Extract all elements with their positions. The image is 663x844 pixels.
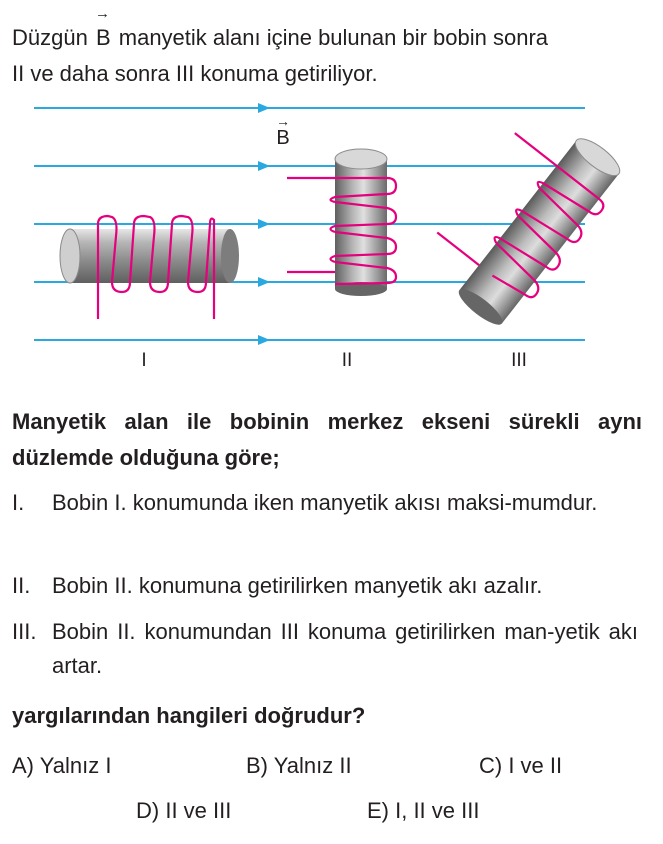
coil-position-1	[60, 216, 239, 319]
field-arrow-icon	[258, 103, 270, 113]
position-labels	[141, 350, 527, 371]
position-label-2: II	[341, 350, 353, 371]
position-label-3: III	[511, 350, 527, 371]
option-e[interactable]: E) I, II ve III	[367, 798, 480, 823]
field-arrow-icon	[258, 219, 270, 229]
statement-1	[12, 486, 640, 558]
statement-number: I.	[12, 490, 25, 515]
vector-arrow-icon: →	[94, 5, 110, 22]
intro-text-line2: II ve daha sonra III konuma getiriliyor.	[12, 61, 378, 86]
field-arrow-icon	[258, 277, 270, 287]
coil-figure	[0, 96, 663, 386]
position-label-1: I	[141, 350, 147, 371]
intro-text-part1: Düzgün	[12, 25, 94, 50]
option-d[interactable]: D) II ve III	[136, 798, 232, 823]
field-label	[276, 113, 290, 149]
statement-text: Bobin II. konumuna getirilirken manyetik akı azalır.	[52, 573, 543, 598]
statement-text: Bobin II. konumundan III konuma getirilirken man-yetik akı artar.	[52, 619, 638, 678]
statement-text: Bobin I. konumunda iken manyetik akısı maksi-mumdur.	[52, 490, 598, 515]
field-label-text: B	[276, 127, 290, 149]
option-b[interactable]: B) Yalnız II	[246, 753, 352, 778]
coil-position-3	[413, 100, 632, 335]
option-c[interactable]: C) I ve II	[479, 753, 563, 778]
statement-number: II.	[12, 573, 31, 598]
option-a[interactable]: A) Yalnız I	[12, 753, 112, 778]
field-arrow-icon	[258, 335, 270, 345]
question-intro	[12, 5, 652, 92]
statement-number: III.	[12, 619, 37, 644]
intro-text-part2: manyetik alanı içine bulunan bir bobin sonra	[112, 25, 549, 50]
vector-arrow-icon: →	[276, 113, 290, 129]
coil-position-2	[287, 149, 396, 296]
question-stem: Manyetik alan ile bobinin merkez ekseni sürekli aynı düzlemde olduğuna göre;	[12, 409, 642, 470]
field-arrow-icon	[258, 161, 270, 171]
vector-b-symbol: → B	[94, 5, 111, 50]
question-prompt: yargılarından hangileri doğrudur?	[12, 703, 366, 728]
